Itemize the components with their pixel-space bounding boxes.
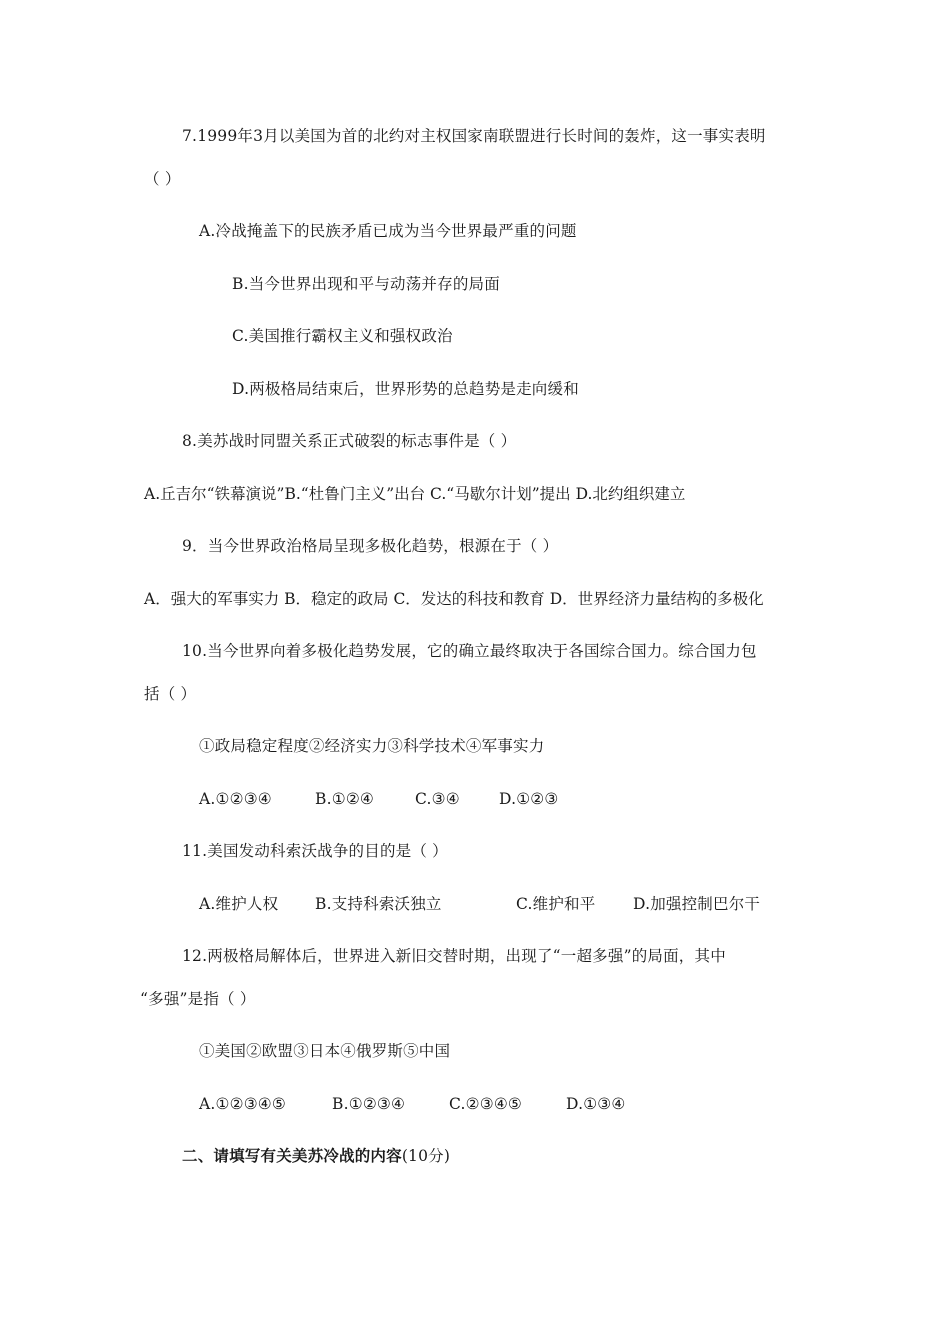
q11-option-d: D.加强控制巴尔干	[633, 895, 761, 913]
q12-items: ①美国②欧盟③日本④俄罗斯⑤中国	[199, 1042, 451, 1060]
q10-items: ①政局稳定程度②经济实力③科学技术④军事实力	[199, 737, 545, 755]
q10-stem-line2: 括（ ）	[144, 685, 197, 703]
q12-option-d: D.①③④	[566, 1095, 626, 1113]
q10-option-a: A.①②③④	[199, 790, 272, 808]
q12-option-b: B.①②③④	[332, 1095, 406, 1113]
section2-heading-line	[182, 1146, 450, 1166]
q7-option-b: B.当今世界出现和平与动荡并存的局面	[232, 275, 500, 293]
q10-option-c: C.③④	[415, 790, 460, 808]
q12-stem-line2: “多强”是指（ ）	[140, 990, 256, 1008]
q11-stem: 11.美国发动科索沃战争的目的是（ ）	[182, 842, 448, 860]
q12-option-a: A.①②③④⑤	[199, 1095, 286, 1113]
q10-option-d: D.①②③	[499, 790, 559, 808]
q12-option-c: C.②③④⑤	[449, 1095, 523, 1113]
q8-stem: 8.美苏战时同盟关系正式破裂的标志事件是（ ）	[182, 432, 517, 450]
q10-option-b: B.①②④	[315, 790, 375, 808]
q10-stem-line1: 10.当今世界向着多极化趋势发展，它的确立最终取决于各国综合国力。综合国力包	[182, 642, 757, 660]
q11-option-a: A.维护人权	[199, 895, 279, 913]
section2-heading: 二、请填写有关美苏冷战的内容	[182, 1146, 402, 1165]
q7-stem-line2: （ ）	[144, 170, 181, 188]
q7-option-c: C.美国推行霸权主义和强权政治	[232, 327, 453, 345]
q7-stem-line1: 7.1999年3月以美国为首的北约对主权国家南联盟进行长时间的轰炸，这一事实表明	[182, 127, 766, 145]
q11-option-b: B.支持科索沃独立	[315, 895, 442, 913]
q7-option-d: D.两极格局结束后，世界形势的总趋势是走向缓和	[232, 380, 579, 398]
q7-option-a: A.冷战掩盖下的民族矛盾已成为当今世界最严重的问题	[199, 222, 577, 240]
q8-options: A.丘吉尔“铁幕演说”B.“杜鲁门主义”出台 C.“马歇尔计划”提出 D.北约组织建立	[144, 485, 686, 503]
q11-option-c: C.维护和平	[516, 895, 596, 913]
q9-options: A．强大的军事实力 B．稳定的政局 C．发达的科技和教育 D．世界经济力量结构的多极化	[144, 590, 764, 608]
section2-score: (10分)	[401, 1147, 451, 1165]
q9-stem: 9．当今世界政治格局呈现多极化趋势，根源在于（ ）	[182, 537, 559, 555]
q12-stem-line1: 12.两极格局解体后，世界进入新旧交替时期，出现了“一超多强”的局面，其中	[182, 947, 726, 965]
